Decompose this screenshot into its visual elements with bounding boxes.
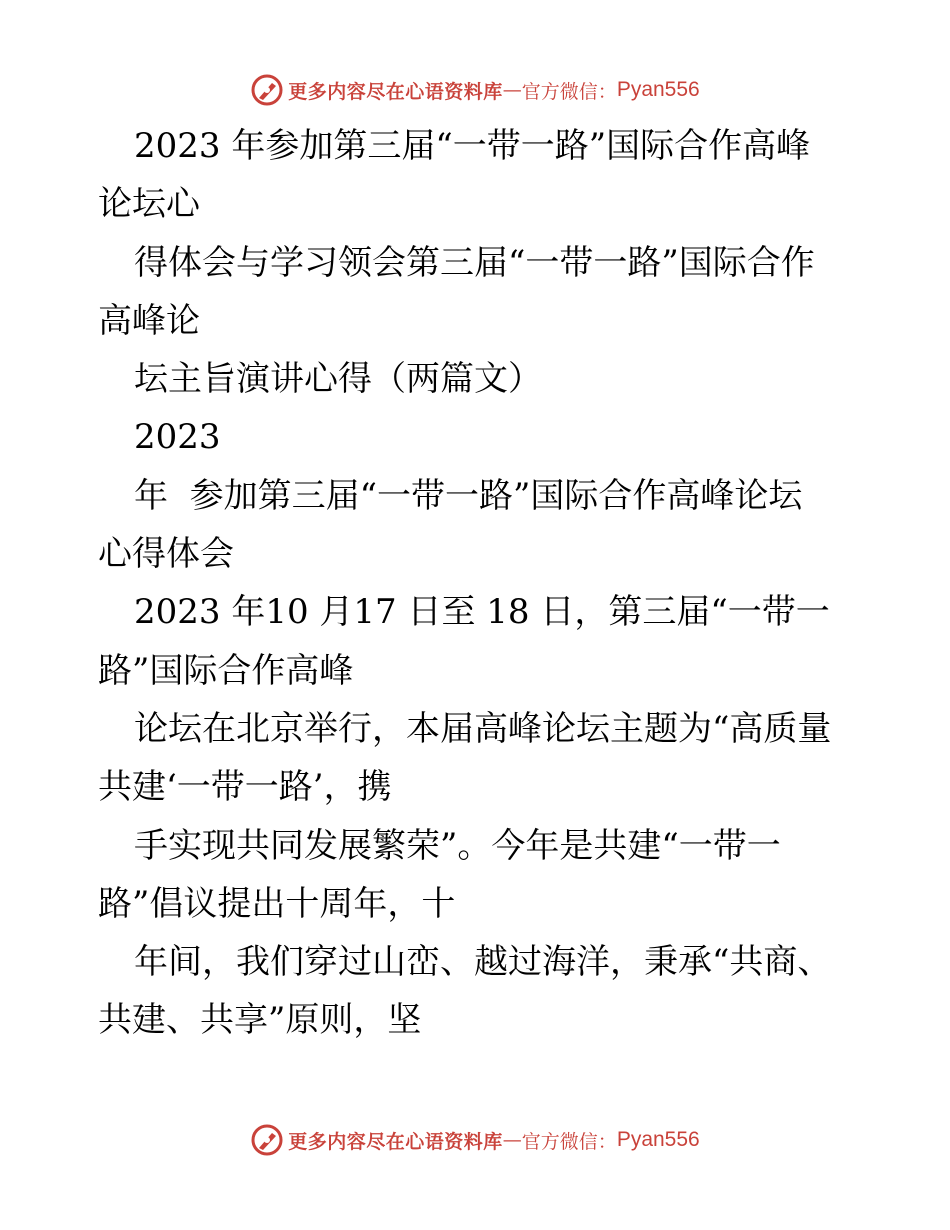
document-body — [98, 117, 868, 1050]
text-line: 论坛心 — [98, 184, 200, 225]
banner-wechat-id: Pyan556 — [616, 1128, 700, 1151]
banner-dash: — — [502, 1129, 522, 1151]
banner-main-text: 更多内容尽在心语资料库 — [288, 1130, 503, 1153]
footer-banner — [0, 1120, 950, 1160]
text-line: 高峰论 — [98, 300, 200, 341]
banner-dash: — — [502, 79, 522, 101]
text-line: 年间，我们穿过山峦、越过海洋，秉承“共商、 — [134, 942, 832, 983]
text-line: 坛主旨演讲心得（两篇文） — [134, 359, 542, 400]
banner-wechat-id: Pyan556 — [616, 78, 700, 101]
text-line: 年 参加第三届“一带一路”国际合作高峰论坛 — [134, 475, 803, 516]
red-pen-circle-logo-icon — [250, 73, 284, 107]
banner-main-text: 更多内容尽在心语资料库 — [288, 80, 503, 103]
text-line: 2023 年10 月17 日至 18 日，第三届“一带一 — [134, 592, 830, 633]
text-line: 共建、共享”原则，坚 — [98, 1000, 422, 1041]
banner-wechat-label: 官方微信： — [521, 80, 617, 103]
header-banner — [0, 70, 950, 110]
text-line: 论坛在北京举行，本届高峰论坛主题为“高质量 — [134, 708, 832, 749]
banner-wechat-label: 官方微信： — [521, 1130, 617, 1153]
text-line: 路”倡议提出十周年，十 — [98, 883, 456, 924]
text-line: 2023 年参加第三届“一带一路”国际合作高峰 — [134, 126, 811, 166]
text-line: 共建‘一带一路’，携 — [98, 767, 392, 808]
red-pen-circle-logo-icon — [250, 1123, 284, 1157]
text-line: 手实现共同发展繁荣”。今年是共建“一带一 — [134, 825, 781, 866]
text-line: 心得体会 — [98, 534, 234, 575]
text-line: 2023 — [134, 417, 221, 458]
text-line: 得体会与学习领会第三届“一带一路”国际合作 — [134, 242, 815, 283]
text-line: 路”国际合作高峰 — [98, 650, 354, 691]
